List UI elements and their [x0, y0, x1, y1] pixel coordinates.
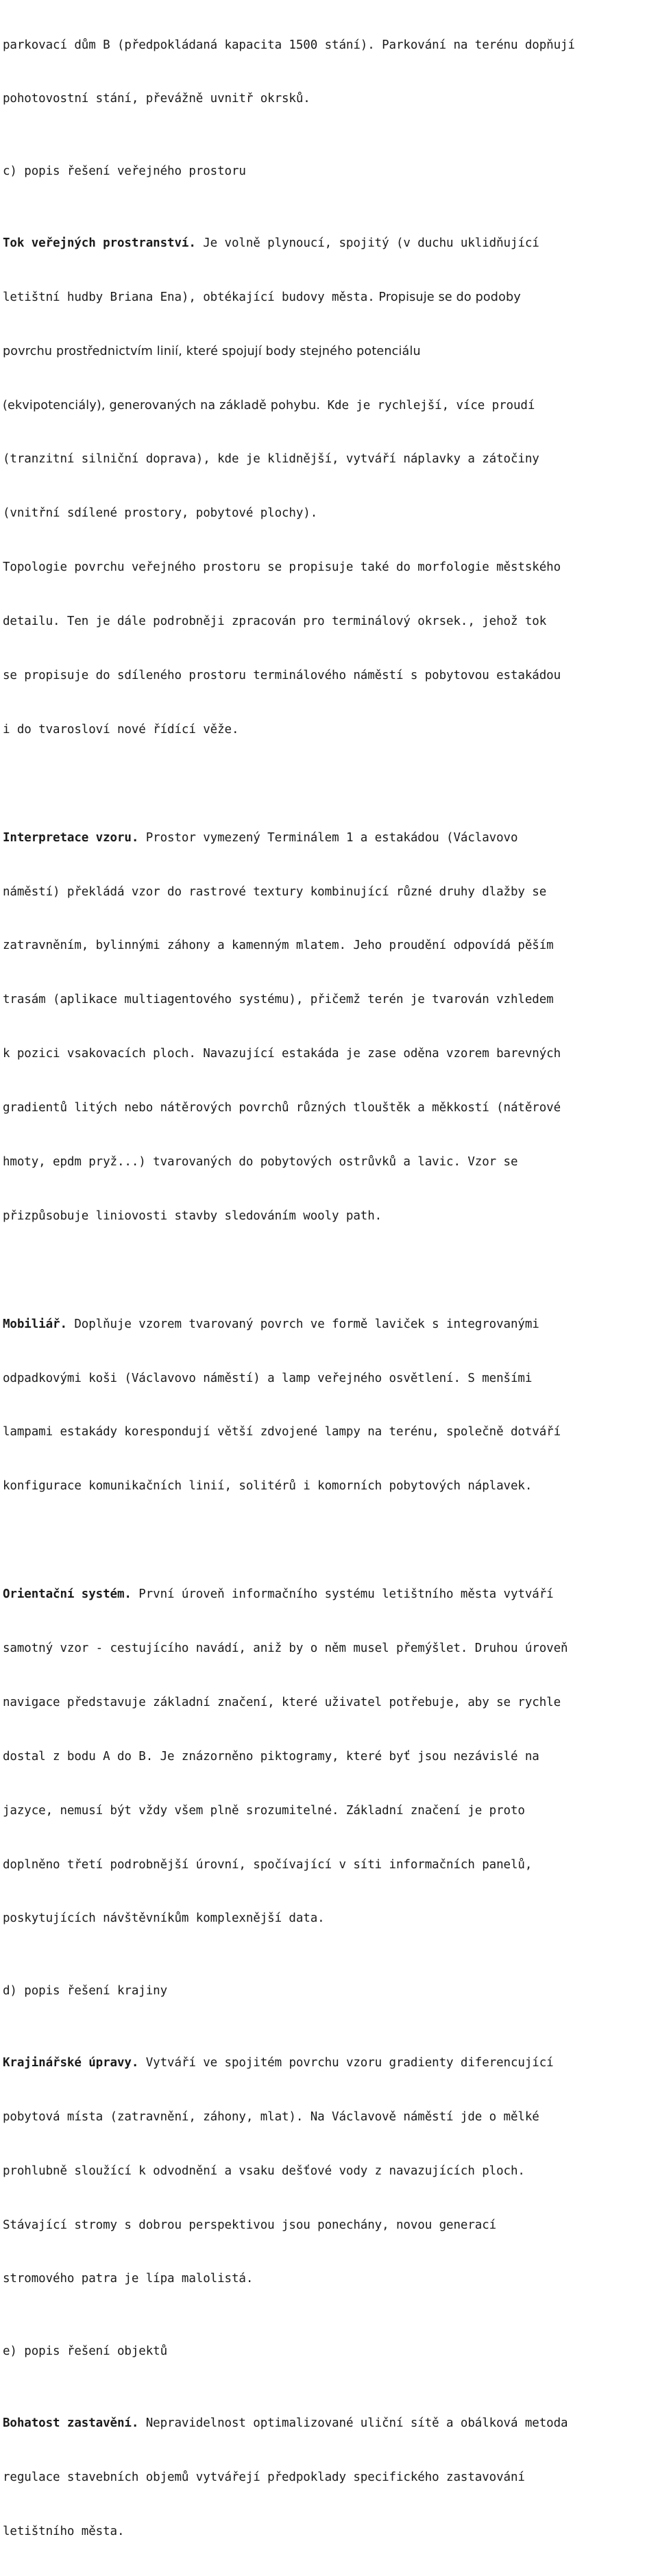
text-span: Propisuje se do podoby	[374, 290, 521, 304]
text-line: konfigurace komunikačních linií, solitérů i komorních pobytových náplavek.	[3, 1479, 533, 1494]
paragraph-title: Orientační systém.	[3, 1587, 132, 1602]
mobiliar-paragraph	[3, 1279, 657, 1531]
paragraph-title: Mobiliář.	[3, 1317, 67, 1331]
text-line: trasám (aplikace multiagentového systému), přičemž terén je tvarován vzhledem	[3, 993, 554, 1007]
text-line: regulace stavebních objemů vytvářejí předpoklady specifického zastavování	[3, 2470, 525, 2484]
text-span: Prostor vymezený Terminálem 1 a estakádou (Václavovo	[138, 830, 518, 845]
paragraph-title: Krajinářské úpravy.	[3, 2055, 139, 2070]
orientacni-paragraph	[3, 1550, 657, 1964]
krajinarske-paragraph	[3, 2018, 657, 2324]
paragraph-title: Bohatost zastavění.	[3, 2416, 139, 2430]
section-c-heading: c) popis řešení veřejného prostoru	[3, 164, 246, 178]
text-line	[3, 2414, 657, 2432]
text-line: zatravněním, bylinnými záhony a kamenným mlatem. Jeho proudění odpovídá pěším	[3, 939, 554, 953]
text-line	[3, 234, 657, 252]
intro-paragraph	[3, 0, 657, 144]
text-line: gradientů litých nebo nátěrových povrchů různých tlouštěk a měkkostí (nátěrové	[3, 1101, 561, 1115]
text-line: dostal z bodu A do B. Je znázorněno piktogramy, které byť jsou nezávislé na	[3, 1749, 539, 1763]
text-line: hmoty, epdm pryž...) tvarovaných do pobytových ostrůvků a lavic. Vzor se	[3, 1155, 518, 1169]
text-line: povrchu prostřednictvím linií, které spojují body stejného potenciálu	[3, 344, 421, 358]
tok-paragraph	[3, 198, 657, 775]
text-span: Nepravidelnost optimalizované uliční sítě a obálková metoda	[138, 2416, 568, 2430]
text-line: i do tvarosloví nové řídící věže.	[3, 722, 239, 736]
text-line: odpadkovými koši (Václavovo náměstí) a lamp veřejného osvětlení. S menšími	[3, 1371, 533, 1385]
text-span: Kde je rychlejší, více proudí	[320, 398, 535, 412]
text-span: Je volně plynoucí, spojitý (v duchu uklidňující	[195, 236, 539, 250]
text-line	[3, 1315, 657, 1333]
paragraph-title: Tok veřejných prostranství.	[3, 236, 196, 250]
text-line: Stávající stromy s dobrou perspektivou jsou ponechány, novou generací	[3, 2218, 497, 2232]
text-span: (ekvipotenciály), generovaných na základě pohybu.	[3, 398, 321, 412]
text-line: náměstí) překládá vzor do rastrové textury kombinující různé druhy dlažby se	[3, 884, 547, 899]
section-e-heading: e) popis řešení objektů	[3, 2344, 168, 2358]
text-line: parkovací dům B (předpokládaná kapacita 1500 stání). Parkování na terénu dopňují	[3, 38, 575, 52]
text-line: (tranzitní silniční doprava), kde je klidnější, vytváří náplavky a zátočiny	[3, 452, 539, 467]
text-line: (vnitřní sdílené prostory, pobytové plochy).	[3, 506, 318, 521]
text-line: navigace představuje základní značení, které uživatel potřebuje, aby se rychle	[3, 1695, 561, 1709]
bohatost-paragraph	[3, 2378, 657, 2576]
text-line: se propisuje do sdíleného prostoru terminálového náměstí s pobytovou estakádou	[3, 668, 561, 682]
text-line: Topologie povrchu veřejného prostoru se propisuje také do morfologie městského	[3, 560, 561, 575]
text-span: Doplňuje vzorem tvarovaný povrch ve formě laviček s integrovanými	[66, 1317, 539, 1331]
interpretace-paragraph	[3, 793, 657, 1261]
text-line	[3, 397, 657, 414]
text-span: První úroveň informačního systému letištního města vytváří	[131, 1587, 554, 1602]
text-line: pobytová místa (zatravnění, záhony, mlat). Na Václavově náměstí jde o mělké	[3, 2109, 539, 2124]
text-line	[3, 1585, 657, 1603]
text-line: letištního města.	[3, 2524, 125, 2538]
text-line: pohotovostní stání, převážně uvnitř okrsků.	[3, 92, 310, 106]
document-page	[3, 0, 657, 2576]
text-line: přizpůsobuje liniovosti stavby sledováním wooly path.	[3, 1209, 382, 1223]
text-line: lampami estakády korespondují větší zdvojené lampy na terénu, společně dotváří	[3, 1425, 561, 1439]
text-line: detailu. Ten je dále podrobněji zpracován pro terminálový okrsek., jehož tok	[3, 615, 547, 629]
paragraph-title: Interpretace vzoru.	[3, 830, 139, 845]
text-line	[3, 829, 657, 847]
text-line: jazyce, nemusí být vždy všem plně srozumitelné. Základní značení je proto	[3, 1803, 525, 1818]
text-line: samotný vzor - cestujícího navádí, aniž by o něm musel přemýšlet. Druhou úroveň	[3, 1642, 568, 1656]
text-span: letištní hudby Briana Ena), obtékající budovy města.	[3, 290, 375, 304]
section-d-heading: d) popis řešení krajiny	[3, 1983, 168, 1998]
text-line: poskytujících návštěvníkům komplexnější data.	[3, 1911, 325, 1926]
text-line: prohlubně sloužící k odvodnění a vsaku dešťové vody z navazujících ploch.	[3, 2164, 525, 2178]
text-line	[3, 2054, 657, 2072]
text-line: doplněno třetí podrobnější úrovní, spočívající v síti informačních panelů,	[3, 1857, 533, 1872]
text-line: k pozici vsakovacích ploch. Navazující estakáda je zase oděna vzorem barevných	[3, 1047, 561, 1061]
text-line: stromového patra je lípa malolistá.	[3, 2272, 254, 2286]
text-line	[3, 288, 657, 306]
text-span: Vytváří ve spojitém povrchu vzoru gradienty diferencující	[138, 2055, 554, 2070]
